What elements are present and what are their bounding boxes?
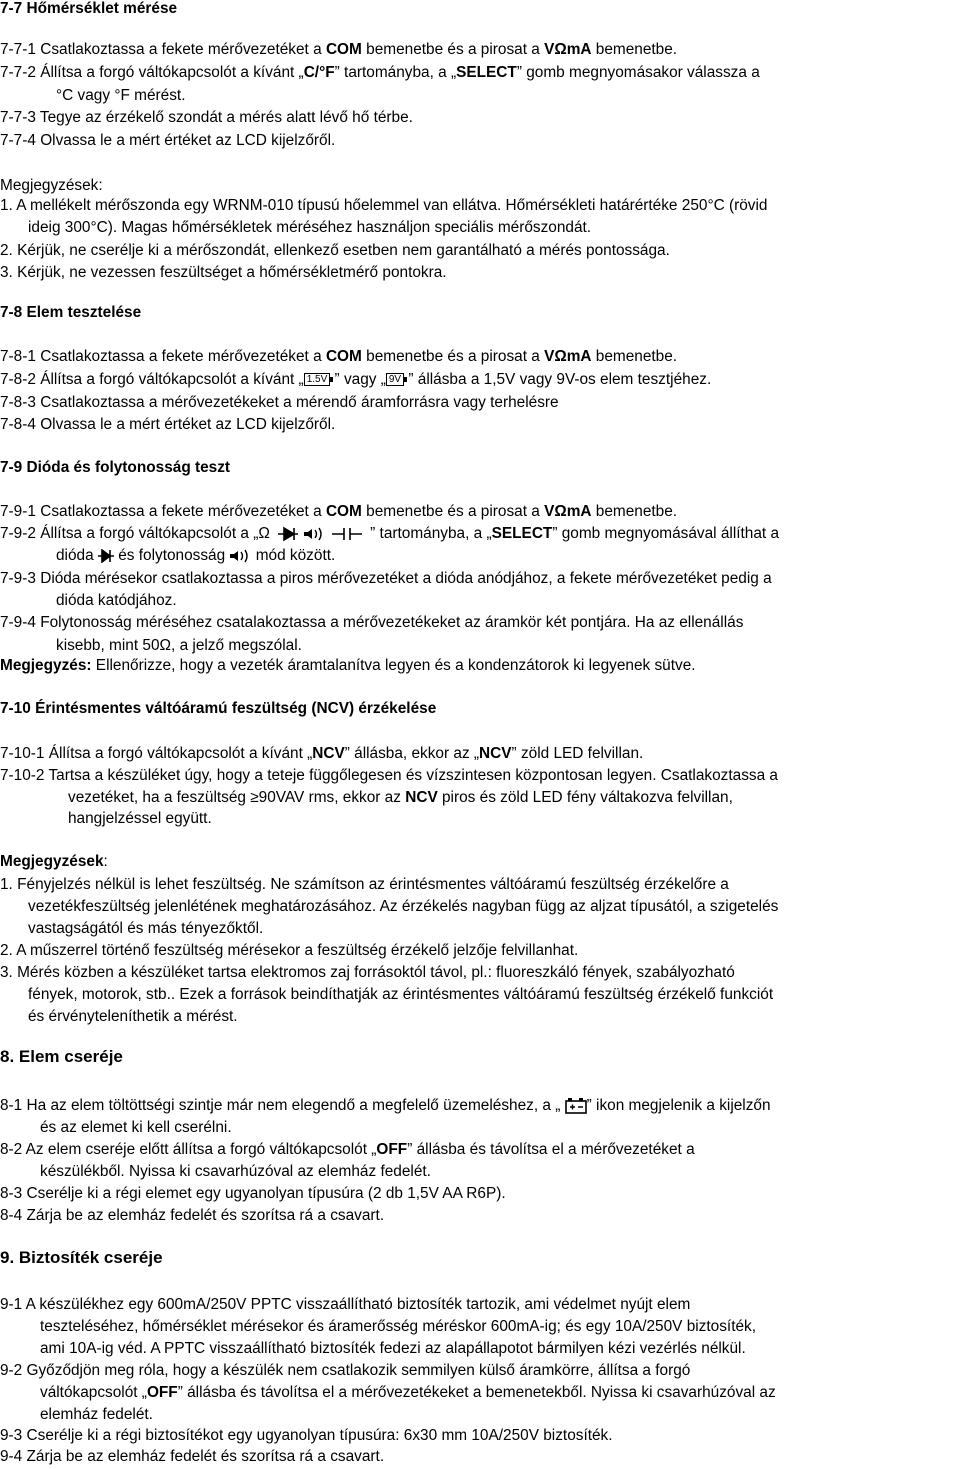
step-7-7-4: 7-7-4 Olvassa le a mért értéket az LCD kijelzőről. xyxy=(0,132,336,149)
step-7-9-3-cont: dióda katódjához. xyxy=(56,592,177,609)
step-7-8-1: 7-8-1 Csatlakoztassa a fekete mérővezetéket a COM bemenetbe és a pirosat a VΩmA bemenetbe. xyxy=(0,348,678,365)
battery-9v-icon: 9V xyxy=(386,373,404,386)
step-7-9-2: 7-9-2 Állítsa a forgó váltókapcsolót a „Ω ” tartományba, a „SELECT” gomb megnyomásával állíthat a xyxy=(0,525,780,542)
section-title-7-8: 7-8 Elem tesztelése xyxy=(0,304,142,321)
note-7-10-3: 3. Mérés közben a készüléket tartsa elektromos zaj forrásoktól távol, pl.: fluoreszkáló fények, szabályozható xyxy=(0,964,735,981)
step-7-7-2: 7-7-2 Állítsa a forgó váltókapcsolót a kívánt „C/°F” tartományba, a „SELECT” gomb megnyomásakor válassza a xyxy=(0,64,760,81)
note-7-7-2: 2. Kérjük, ne cserélje ki a mérőszondát, ellenkező esetben nem garantálható a mérés pontossága. xyxy=(0,242,670,259)
step-8-2: 8-2 Az elem cseréje előtt állítsa a forgó váltókapcsolót „OFF” állásba és távolítsa el a mérővezetéket a xyxy=(0,1141,695,1158)
step-7-7-3: 7-7-3 Tegye az érzékelő szondát a mérés alatt lévő hő térbe. xyxy=(0,109,413,126)
step-7-9-2-cont: dióda és folytonosság mód között. xyxy=(56,547,336,564)
step-9-2-cont: váltókapcsolót „OFF” állásba és távolítsa el a mérővezetékeket a bemenetekből. Nyissa ki csavarhúzóval az xyxy=(40,1384,776,1401)
section-title-8: 8. Elem cseréje xyxy=(0,1047,123,1066)
step-9-1: 9-1 A készülékhez egy 600mA/250V PPTC visszaállítható biztosíték tartozik, ami védelmet nyújt elem xyxy=(0,1296,691,1313)
step-9-2-cont2: elemház fedelét. xyxy=(40,1406,153,1423)
step-7-7-1: 7-7-1 Csatlakoztassa a fekete mérővezetéket a COM bemenetbe és a pirosat a VΩmA bemenetbe. xyxy=(0,41,678,58)
step-7-7-2-cont: °C vagy °F mérést. xyxy=(56,87,186,104)
step-8-1: 8-1 Ha az elem töltöttségi szintje már nem elegendő a megfelelő üzemeléshez, a „ ” ikon megjelenik a kijelzőn xyxy=(0,1097,771,1114)
notes-title-7-10: Megjegyzések: xyxy=(0,853,108,870)
note-7-10-1-cont2: vastagságától és más tényezőktől. xyxy=(28,920,264,937)
step-7-9-4-cont: kisebb, mint 50Ω, a jelző megszólal. xyxy=(56,637,302,654)
continuity-icon xyxy=(229,549,251,563)
section-title-7-9: 7-9 Dióda és folytonosság teszt xyxy=(0,459,231,476)
step-8-4: 8-4 Zárja be az elemház fedelét és szorítsa rá a csavart. xyxy=(0,1207,385,1224)
step-8-2-cont: készülékből. Nyissa ki csavarhúzóval az elemház fedelét. xyxy=(40,1163,431,1180)
battery-1-5v-icon: 1.5V xyxy=(304,373,331,386)
step-7-9-3: 7-9-3 Dióda mérésekor csatlakoztassa a piros mérővezetéket a dióda anódjához, a fekete mérővezetéket pedig a xyxy=(0,570,772,587)
step-9-4: 9-4 Zárja be az elemház fedelét és szorítsa rá a csavart. xyxy=(0,1448,385,1465)
note-7-10-1-cont: vezetékfeszültség jelenlétének meghatározásához. Az érzékelés nagyban függ az aljzat típusától, a szigetelés xyxy=(28,898,779,915)
step-7-9-1: 7-9-1 Csatlakoztassa a fekete mérővezetéket a COM bemenetbe és a pirosat a VΩmA bemenetbe. xyxy=(0,503,678,520)
step-7-8-2: 7-8-2 Állítsa a forgó váltókapcsolót a kívánt „ 1.5V ” vagy „ 9V ” állásba a 1,5V vagy 9V-os elem tesztjéhez. xyxy=(0,371,712,388)
step-9-3: 9-3 Cserélje ki a régi biztosítékot egy ugyanolyan típusúra: 6x30 mm 10A/250V biztosíték. xyxy=(0,1427,613,1444)
step-7-10-2-cont2: hangjelzéssel együtt. xyxy=(68,810,212,827)
note-7-9: Megjegyzés: Ellenőrizze, hogy a vezeték áramtalanítva legyen és a kondenzátorok ki legyenek sütve. xyxy=(0,657,696,674)
note-7-10-2: 2. A műszerrel történő feszültség mérésekor a feszültség érzékelő jelzője felvillanhat. xyxy=(0,942,579,959)
step-7-10-2: 7-10-2 Tartsa a készüléket úgy, hogy a teteje függőlegesen és vízszintesen központosan legyen. Csatlakoztassa a xyxy=(0,767,778,784)
section-title-7-10: 7-10 Érintésmentes váltóáramú feszültség (NCV) érzékelése xyxy=(0,700,437,717)
step-7-10-1: 7-10-1 Állítsa a forgó váltókapcsolót a kívánt „NCV” állásba, ekkor az „NCV” zöld LED felvillan. xyxy=(0,745,644,762)
step-8-3: 8-3 Cserélje ki a régi elemet egy ugyanolyan típusúra (2 db 1,5V AA R6P). xyxy=(0,1185,506,1202)
section-title-9: 9. Biztosíték cseréje xyxy=(0,1248,163,1267)
notes-title-7-7: Megjegyzések: xyxy=(0,177,103,194)
step-7-8-4: 7-8-4 Olvassa le a mért értéket az LCD kijelzőről. xyxy=(0,416,336,433)
note-7-7-1-cont: ideig 300°C). Magas hőmérsékletek méréséhez használjon speciális mérőszondát. xyxy=(28,219,592,236)
step-8-1-cont: és az elemet ki kell cserélni. xyxy=(40,1119,232,1136)
step-9-2: 9-2 Győződjön meg róla, hogy a készülék nem csatlakozik semmilyen külső áramkörre, állítsa a forgó xyxy=(0,1362,691,1379)
step-9-1-cont: teszteléséhez, hőmérséklet mérésekor és áramerősség méréskor 600mA-ig; és egy 10A/250V biztosíték, xyxy=(40,1318,756,1335)
note-7-7-1: 1. A mellékelt mérőszonda egy WRNM-010 típusú hőelemmel van ellátva. Hőmérsékleti határértéke 250°C (rövid xyxy=(0,197,768,214)
step-7-9-4: 7-9-4 Folytonosság méréséhez csatalakoztassa a mérővezetékeket az áramkör két pontjára. Ha az ellenállás xyxy=(0,614,744,631)
ohm-symbol: Ω xyxy=(258,525,270,542)
step-9-1-cont2: ami 10A-ig véd. A PPTC visszaállítható biztosíték fedezi az alapállapotot bármilyen kézi vezérlés nélkül. xyxy=(40,1340,746,1357)
step-7-8-3: 7-8-3 Csatlakoztassa a mérővezetékeket a mérendő áramforrásra vagy terhelésre xyxy=(0,394,559,411)
step-7-10-2-cont: vezetéket, ha a feszültség ≥90VAV rms, ekkor az NCV piros és zöld LED fény váltakozva felvillan, xyxy=(68,789,733,806)
note-7-10-3-cont2: és érvényteleníthetik a mérést. xyxy=(28,1008,238,1025)
section-title-7-7: 7-7 Hőmérséklet mérése xyxy=(0,0,178,17)
low-battery-icon xyxy=(565,1098,587,1114)
diode-continuity-capacitor-icon xyxy=(274,526,370,542)
note-7-10-1: 1. Fényjelzés nélkül is lehet feszültség. Ne számítson az érintésmentes váltóáramú feszültség érzékelőre a xyxy=(0,876,729,893)
note-7-10-3-cont: fények, motorok, stb.. Ezek a források beindíthatják az érintésmentes váltóáramú feszültség érzékelő funkciót xyxy=(28,986,774,1003)
diode-icon xyxy=(98,549,114,563)
note-7-7-3: 3. Kérjük, ne vezessen feszültséget a hőmérsékletmérő pontokra. xyxy=(0,264,447,281)
